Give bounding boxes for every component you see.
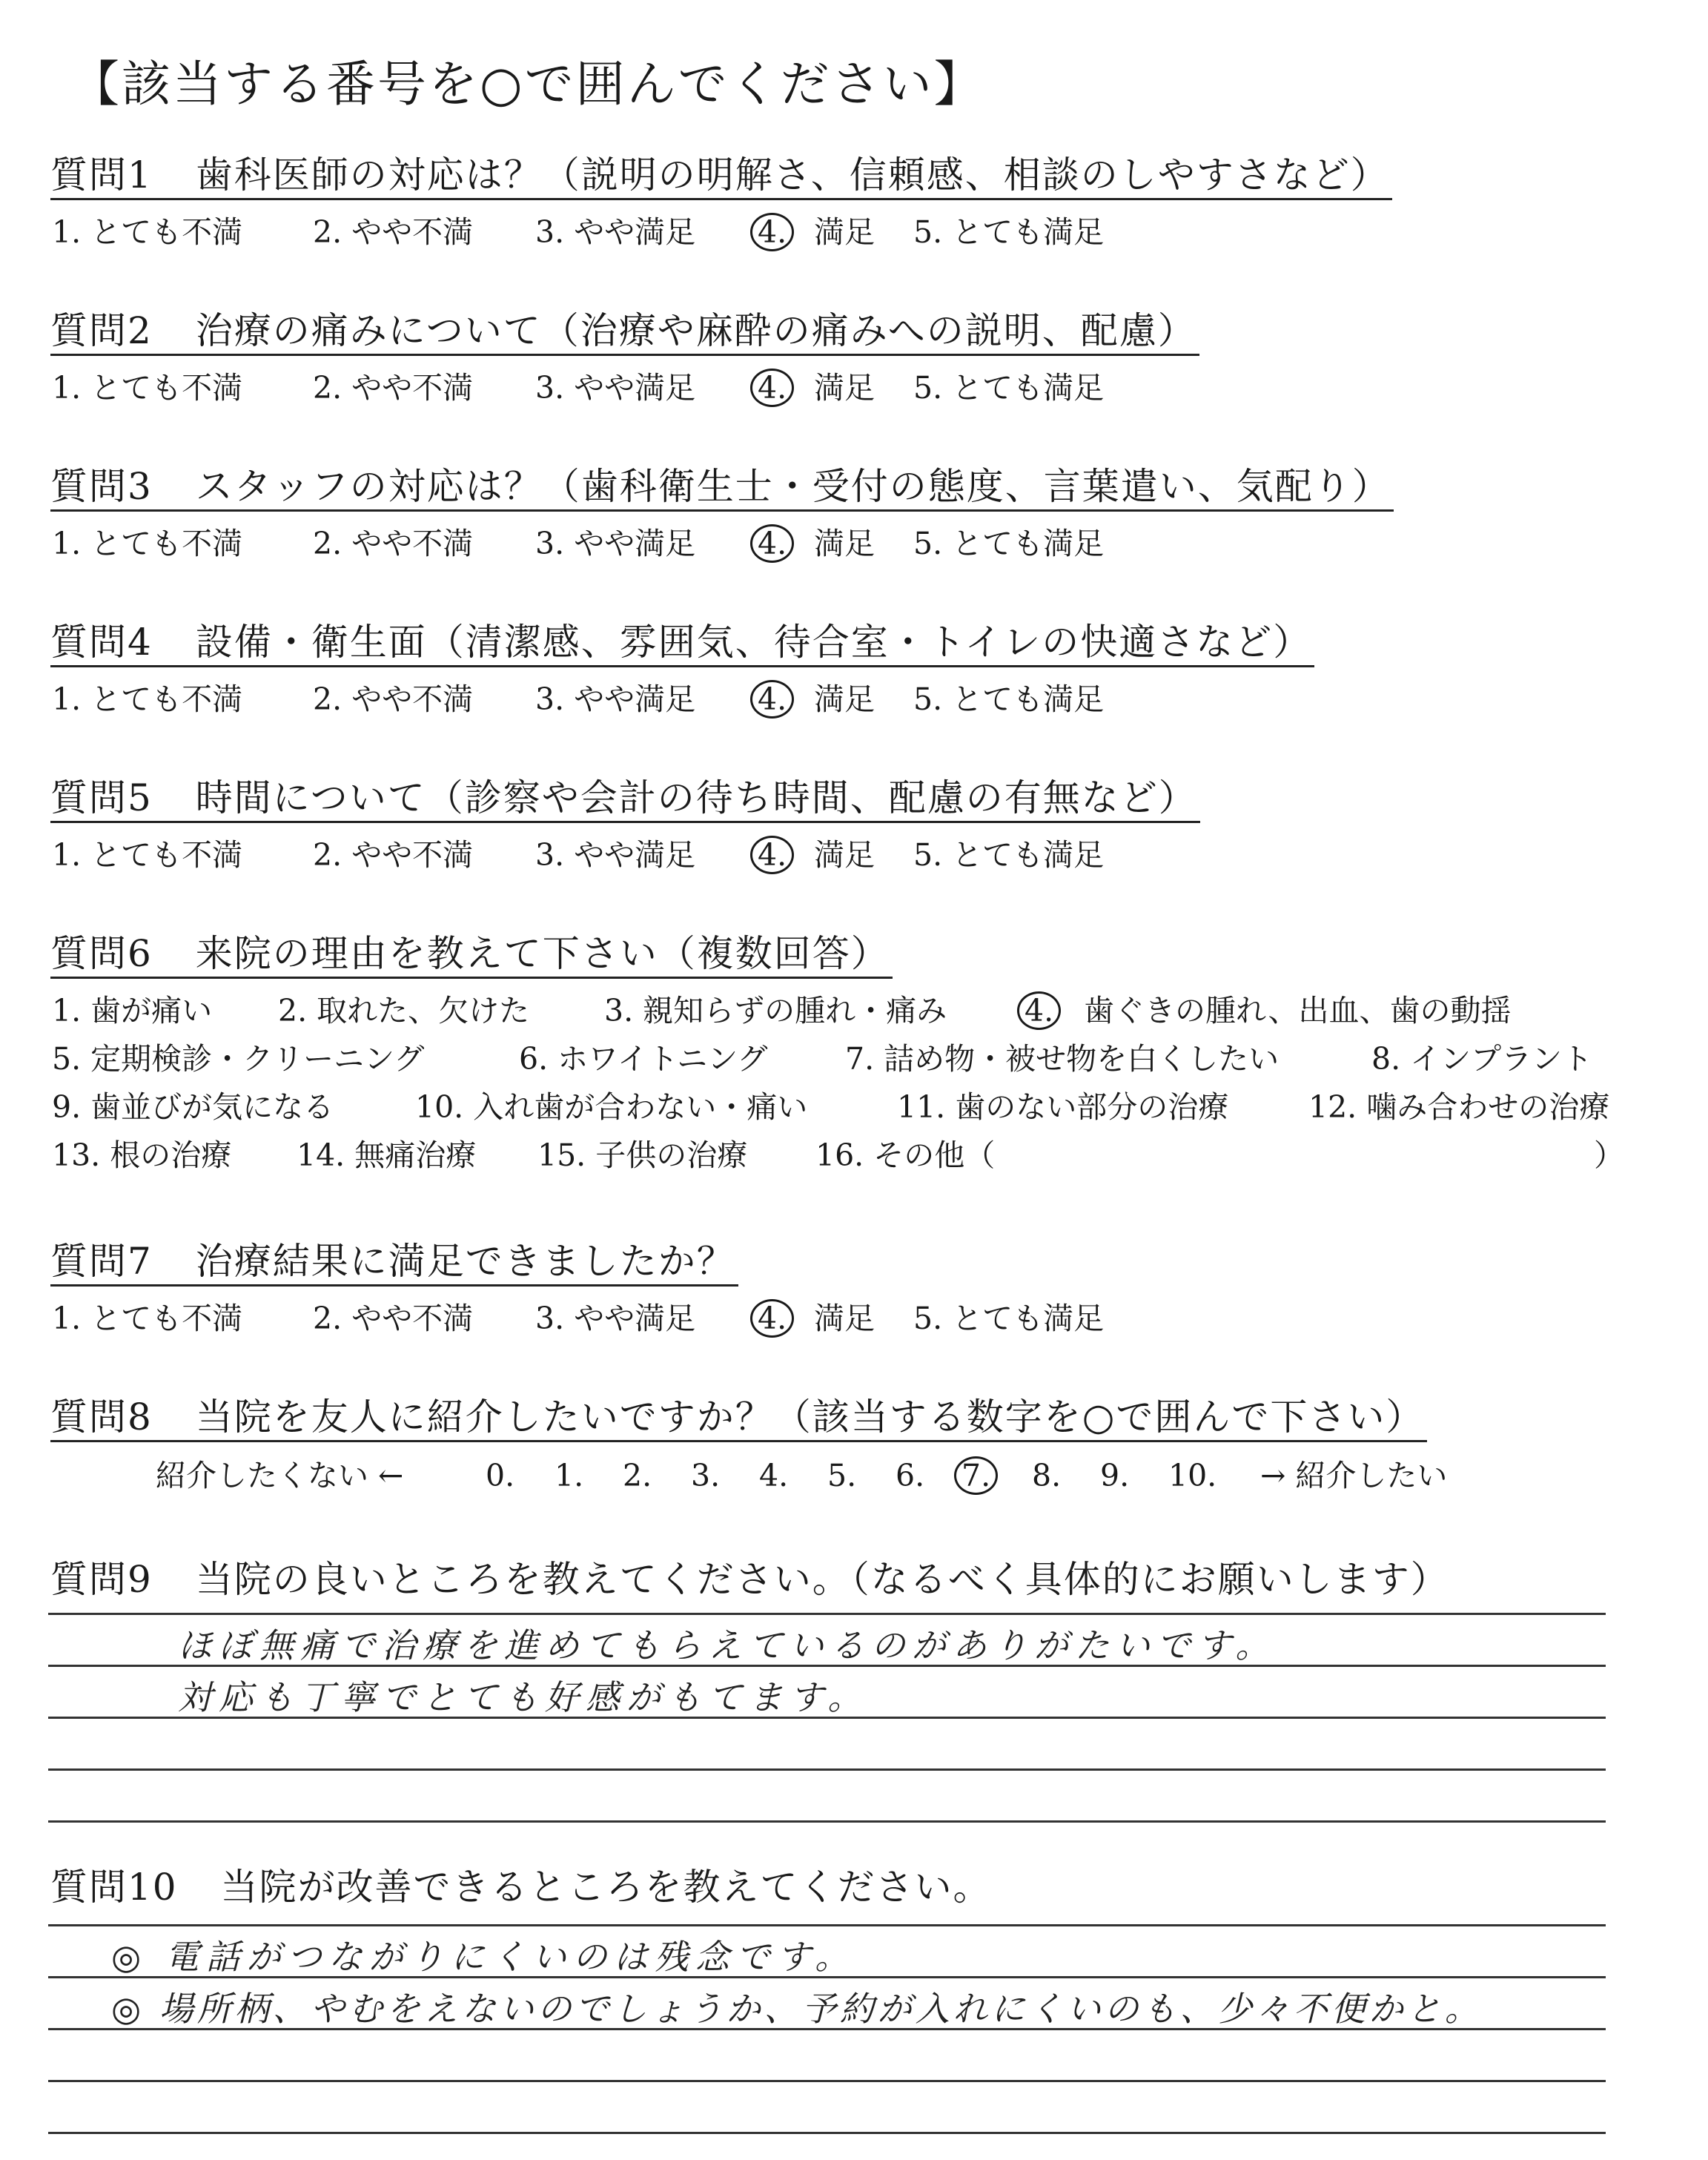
scale-4[interactable]: 4. (759, 1458, 789, 1493)
question-text: 治療の痛みについて（治療や麻酔の痛みへの説明、配慮） (195, 309, 1196, 352)
reason-option-1[interactable]: 1. 歯が痛い (52, 993, 213, 1028)
question-label: 質問2 (50, 309, 153, 352)
option-5[interactable]: 5. とても満足 (913, 1301, 1105, 1336)
question-text: 当院の良いところを教えてください。（なるべく具体的にお願いします） (195, 1558, 1449, 1601)
option-4-label[interactable]: 満足 (814, 214, 875, 250)
reason-option-8[interactable]: 8. インプラント (1371, 1041, 1593, 1077)
question-label: 質問5 (50, 776, 153, 819)
question-7-heading (50, 1238, 738, 1287)
option-4-label[interactable]: 満足 (814, 837, 875, 873)
option-3[interactable]: 3. やや満足 (535, 837, 696, 873)
question-9-heading (50, 1550, 1449, 1603)
option-5[interactable]: 5. とても満足 (913, 214, 1105, 250)
question-2-heading (50, 308, 1199, 356)
answer-line (48, 1820, 1606, 1823)
reason-option-6[interactable]: 6. ホワイトニング (519, 1041, 768, 1077)
option-1[interactable]: 1. とても不満 (52, 214, 243, 250)
option-4-label[interactable]: 満足 (814, 370, 875, 406)
option-4-circled[interactable]: 4. (750, 369, 794, 407)
option-1[interactable]: 1. とても不満 (52, 370, 243, 406)
scale-5[interactable]: 5. (827, 1458, 857, 1493)
option-5[interactable]: 5. とても満足 (913, 681, 1105, 717)
scale-8[interactable]: 8. (1032, 1458, 1062, 1493)
option-3[interactable]: 3. やや満足 (535, 681, 696, 717)
answer-line (48, 2132, 1606, 2134)
answer-line (48, 1768, 1606, 1771)
question-5-heading (50, 775, 1200, 823)
question-1-heading (50, 152, 1392, 200)
scale-7-circled[interactable]: 7. (954, 1456, 998, 1495)
question-8-heading (50, 1394, 1427, 1442)
answer-line (48, 2080, 1606, 2082)
scale-right-label: → 紹介したい (1260, 1458, 1448, 1493)
option-2[interactable]: 2. やや不満 (313, 214, 474, 250)
reason-option-15[interactable]: 15. 子供の治療 (537, 1137, 748, 1173)
other-close-paren: ） (1594, 1137, 1624, 1173)
question-10-heading (50, 1857, 992, 1911)
question-text: スタッフの対応は？（歯科衛生士・受付の態度、言葉遣い、気配り） (195, 465, 1391, 508)
handwritten-answer-line-1: ◎ 電話がつながりにくいのは残念です。 (111, 1937, 856, 1977)
scale-3[interactable]: 3. (691, 1458, 721, 1493)
scale-left-label: 紹介したくない ← (156, 1458, 404, 1493)
option-1[interactable]: 1. とても不満 (52, 1301, 243, 1336)
option-5[interactable]: 5. とても満足 (913, 526, 1105, 561)
reason-option-4-label[interactable]: 歯ぐきの腫れ、出血、歯の動揺 (1084, 993, 1512, 1028)
handwritten-answer-line-2: ◎ 場所柄、やむをえないのでしょうか、予約が入れにくいのも、少々不便かと。 (111, 1989, 1483, 2029)
question-label: 質問6 (50, 932, 153, 975)
option-4-label[interactable]: 満足 (814, 526, 875, 561)
answer-line (48, 1613, 1606, 1615)
reason-option-13[interactable]: 13. 根の治療 (52, 1137, 232, 1173)
question-text: 治療結果に満足できましたか？ (195, 1240, 735, 1283)
question-label: 質問4 (50, 621, 153, 664)
option-1[interactable]: 1. とても不満 (52, 837, 243, 873)
option-4-label[interactable]: 満足 (814, 681, 875, 717)
reason-option-7[interactable]: 7. 詰め物・被せ物を白くしたい (845, 1041, 1280, 1077)
question-text: 時間について（診察や会計の待ち時間、配慮の有無など） (195, 776, 1197, 819)
reason-option-4-circled[interactable]: 4. (1017, 991, 1061, 1030)
reason-option-12[interactable]: 12. 噛み合わせの治療 (1308, 1089, 1610, 1125)
option-3[interactable]: 3. やや満足 (535, 1301, 696, 1336)
option-3[interactable]: 3. やや満足 (535, 526, 696, 561)
reason-option-5[interactable]: 5. 定期検診・クリーニング (52, 1041, 425, 1077)
reason-option-11[interactable]: 11. 歯のない部分の治療 (897, 1089, 1229, 1125)
option-4-circled[interactable]: 4. (750, 680, 794, 719)
question-text: 歯科医師の対応は？（説明の明解さ、信頼感、相談のしやすさなど） (195, 153, 1389, 196)
scale-9[interactable]: 9. (1100, 1458, 1130, 1493)
option-4-circled[interactable]: 4. (750, 836, 794, 874)
question-3-heading (50, 463, 1394, 512)
option-3[interactable]: 3. やや満足 (535, 214, 696, 250)
handwritten-answer-line-1: ほぼ無痛で治療を進めてもらえているのがありがたいです。 (178, 1625, 1277, 1665)
question-text: 当院が改善できるところを教えてください。 (220, 1866, 992, 1909)
option-4-circled[interactable]: 4. (750, 213, 794, 251)
option-1[interactable]: 1. とても不満 (52, 681, 243, 717)
question-label: 質問1 (50, 153, 153, 196)
scale-1[interactable]: 1. (555, 1458, 584, 1493)
reason-option-2[interactable]: 2. 取れた、欠けた (278, 993, 530, 1028)
answer-line (48, 1924, 1606, 1926)
question-text: 来院の理由を教えて下さい（複数回答） (195, 932, 890, 975)
reason-option-9[interactable]: 9. 歯並びが気になる (52, 1089, 334, 1125)
question-label: 質問3 (50, 465, 153, 508)
question-label: 質問8 (50, 1396, 153, 1439)
option-2[interactable]: 2. やや不満 (313, 681, 474, 717)
page-title: 【該当する番号を○で囲んでください】 (70, 56, 985, 113)
question-text: 当院を友人に紹介したいですか？（該当する数字を○で囲んで下さい） (195, 1396, 1425, 1439)
scale-0[interactable]: 0. (486, 1458, 515, 1493)
option-4-circled[interactable]: 4. (750, 524, 794, 563)
question-label: 質問9 (50, 1558, 153, 1601)
reason-option-10[interactable]: 10. 入れ歯が合わない・痛い (415, 1089, 808, 1125)
scale-6[interactable]: 6. (896, 1458, 925, 1493)
question-4-heading (50, 619, 1314, 667)
option-2[interactable]: 2. やや不満 (313, 837, 474, 873)
option-3[interactable]: 3. やや満足 (535, 370, 696, 406)
scale-10[interactable]: 10. (1168, 1458, 1217, 1493)
option-5[interactable]: 5. とても満足 (913, 370, 1105, 406)
handwritten-answer-line-2: 対応も丁寧でとても好感がもてます。 (178, 1677, 869, 1717)
option-4-label[interactable]: 満足 (814, 1301, 875, 1336)
question-label: 質問10 (50, 1866, 178, 1909)
option-5[interactable]: 5. とても満足 (913, 837, 1105, 873)
option-2[interactable]: 2. やや不満 (313, 526, 474, 561)
option-2[interactable]: 2. やや不満 (313, 370, 474, 406)
scale-2[interactable]: 2. (623, 1458, 652, 1493)
reason-option-14[interactable]: 14. 無痛治療 (297, 1137, 477, 1173)
option-1[interactable]: 1. とても不満 (52, 526, 243, 561)
question-6-heading (50, 931, 893, 979)
reason-option-3[interactable]: 3. 親知らずの腫れ・痛み (604, 993, 947, 1028)
option-4-circled[interactable]: 4. (750, 1299, 794, 1338)
question-text: 設備・衛生面（清潔感、雰囲気、待合室・トイレの快適さなど） (195, 621, 1312, 664)
question-label: 質問7 (50, 1240, 153, 1283)
reason-option-16[interactable]: 16. その他（ (815, 1137, 996, 1173)
option-2[interactable]: 2. やや不満 (313, 1301, 474, 1336)
